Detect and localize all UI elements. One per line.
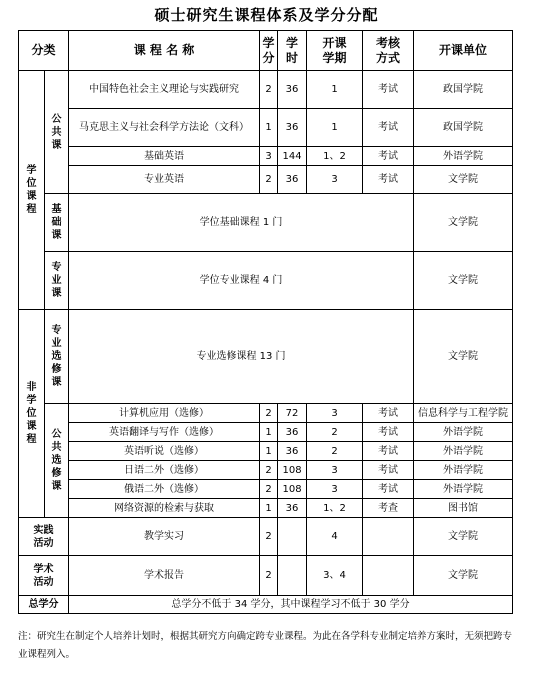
header-assessment: 考核 方式 [363, 31, 414, 71]
course-name: 学位基础课程 1 门 [69, 194, 414, 252]
course-term: 2 [307, 442, 363, 461]
course-assessment: 考查 [363, 499, 414, 518]
course-unit: 外语学院 [414, 423, 513, 442]
group-public-courses: 公 共 课 [45, 71, 69, 194]
course-term: 3、4 [307, 556, 363, 596]
table-row [19, 71, 513, 109]
table-row [19, 518, 513, 556]
course-name: 日语二外（选修） [69, 461, 260, 480]
course-credit: 2 [260, 480, 278, 499]
course-hours: 108 [278, 480, 307, 499]
course-unit: 文学院 [414, 252, 513, 310]
group-non-degree-courses: 非 学 位 课 程 [19, 310, 45, 518]
table-row [19, 556, 513, 596]
course-credit: 1 [260, 442, 278, 461]
course-assessment [363, 518, 414, 556]
header-category: 分类 [19, 31, 69, 71]
course-assessment: 考试 [363, 442, 414, 461]
course-unit: 外语学院 [414, 442, 513, 461]
course-hours: 72 [278, 404, 307, 423]
table-row [19, 442, 513, 461]
header-unit: 开课单位 [414, 31, 513, 71]
table-row [19, 423, 513, 442]
course-unit: 图书馆 [414, 499, 513, 518]
course-credit: 1 [260, 499, 278, 518]
course-unit: 外语学院 [414, 480, 513, 499]
course-term: 4 [307, 518, 363, 556]
course-term: 3 [307, 166, 363, 194]
header-hours: 学 时 [278, 31, 307, 71]
course-term: 2 [307, 423, 363, 442]
course-hours: 36 [278, 499, 307, 518]
course-hours: 36 [278, 71, 307, 109]
page-title: 硕士研究生课程体系及学分分配 [154, 6, 379, 24]
course-name: 学术报告 [69, 556, 260, 596]
course-term: 1 [307, 109, 363, 147]
course-term: 3 [307, 480, 363, 499]
table-row [19, 480, 513, 499]
group-major-courses: 专 业 课 [45, 252, 69, 310]
course-unit: 文学院 [414, 556, 513, 596]
course-assessment: 考试 [363, 423, 414, 442]
course-unit: 文学院 [414, 166, 513, 194]
table-row [19, 404, 513, 423]
course-hours: 36 [278, 423, 307, 442]
group-academic: 学术 活动 [19, 556, 69, 596]
group-public-electives: 公 共 选 修 课 [45, 404, 69, 518]
course-hours [278, 518, 307, 556]
group-degree-courses: 学 位 课 程 [19, 71, 45, 310]
course-name: 专业英语 [69, 166, 260, 194]
footnote: 注：研究生在制定个人培养计划时，根据其研究方向确定跨专业课程。为此在各学科专业制定培养方案时，无须把跨专业课程列入。 [18, 631, 513, 660]
course-hours: 36 [278, 166, 307, 194]
course-term: 1、2 [307, 499, 363, 518]
total-credits-label: 总学分 [19, 596, 69, 614]
header-row [19, 31, 513, 71]
course-assessment: 考试 [363, 461, 414, 480]
table-row [19, 109, 513, 147]
curriculum-table [18, 30, 513, 614]
course-credit: 2 [260, 556, 278, 596]
table-row [19, 310, 513, 404]
course-hours [278, 556, 307, 596]
table-row [19, 194, 513, 252]
course-credit: 2 [260, 461, 278, 480]
table-row [19, 461, 513, 480]
course-term: 1 [307, 71, 363, 109]
course-unit: 政国学院 [414, 109, 513, 147]
course-unit: 外语学院 [414, 461, 513, 480]
course-credit: 3 [260, 147, 278, 166]
course-name: 学位专业课程 4 门 [69, 252, 414, 310]
course-credit: 2 [260, 71, 278, 109]
header-course-name: 课 程 名 称 [69, 31, 260, 71]
course-term: 3 [307, 461, 363, 480]
course-unit: 信息科学与工程学院 [414, 404, 513, 423]
course-term: 3 [307, 404, 363, 423]
course-assessment: 考试 [363, 109, 414, 147]
table-row [19, 166, 513, 194]
course-name: 中国特色社会主义理论与实践研究 [69, 71, 260, 109]
course-name: 英语翻译与写作（选修） [69, 423, 260, 442]
course-name: 网络资源的检索与获取 [69, 499, 260, 518]
course-hours: 108 [278, 461, 307, 480]
total-row [19, 596, 513, 614]
course-hours: 36 [278, 442, 307, 461]
course-assessment: 考试 [363, 166, 414, 194]
course-name: 马克思主义与社会科学方法论（文科） [69, 109, 260, 147]
group-practice: 实践 活动 [19, 518, 69, 556]
table-row [19, 252, 513, 310]
course-credit: 2 [260, 166, 278, 194]
course-unit: 文学院 [414, 310, 513, 404]
course-credit: 1 [260, 423, 278, 442]
course-name: 英语听说（选修） [69, 442, 260, 461]
course-assessment: 考试 [363, 71, 414, 109]
course-assessment: 考试 [363, 480, 414, 499]
course-credit: 2 [260, 404, 278, 423]
group-basic-courses: 基 础 课 [45, 194, 69, 252]
course-unit: 外语学院 [414, 147, 513, 166]
course-name: 教学实习 [69, 518, 260, 556]
course-assessment [363, 556, 414, 596]
course-assessment: 考试 [363, 147, 414, 166]
course-name: 基础英语 [69, 147, 260, 166]
course-credit: 1 [260, 109, 278, 147]
course-unit: 文学院 [414, 518, 513, 556]
course-term: 1、2 [307, 147, 363, 166]
course-hours: 36 [278, 109, 307, 147]
header-term: 开课 学期 [307, 31, 363, 71]
header-credit: 学 分 [260, 31, 278, 71]
course-name: 俄语二外（选修） [69, 480, 260, 499]
group-major-electives: 专 业 选 修 课 [45, 310, 69, 404]
course-hours: 144 [278, 147, 307, 166]
course-unit: 政国学院 [414, 71, 513, 109]
table-row [19, 499, 513, 518]
course-unit: 文学院 [414, 194, 513, 252]
total-credits-text: 总学分不低于 34 学分，其中课程学习不低于 30 学分 [69, 596, 513, 614]
course-credit: 2 [260, 518, 278, 556]
course-name: 计算机应用（选修） [69, 404, 260, 423]
course-assessment: 考试 [363, 404, 414, 423]
table-row [19, 147, 513, 166]
course-name: 专业选修课程 13 门 [69, 310, 414, 404]
